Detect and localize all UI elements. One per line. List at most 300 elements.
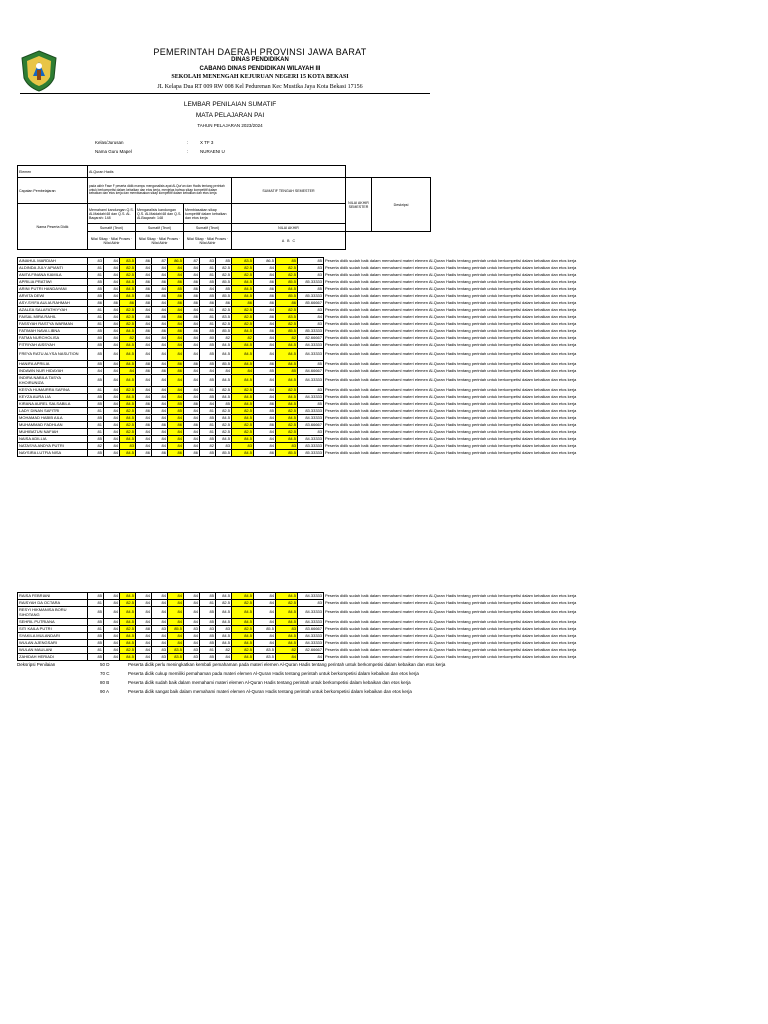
table-row: [18, 258, 654, 265]
table-row: [18, 415, 654, 422]
score-cell: 84: [104, 265, 120, 272]
score-cell: 84: [104, 335, 120, 342]
score-cell: 85: [298, 286, 324, 293]
score-cell: 86: [136, 408, 152, 415]
description-cell: Peserta didik sudah baik dalam memahami materi elemen Al-Quran Hadis tentang perintah untuk berkompetisi dalam kebaikan dan etos kerja: [325, 653, 577, 659]
score-cell: 86: [168, 300, 184, 307]
score-cell: 84.5: [232, 375, 254, 387]
score-cell: 81: [88, 272, 104, 279]
score-cell: 84: [136, 633, 152, 640]
score-cell: 86: [254, 450, 276, 457]
score-cell: 82: [200, 443, 216, 450]
score-cell: 84.5: [120, 450, 136, 457]
score-cell: 84: [254, 619, 276, 626]
score-cell: 85: [200, 415, 216, 422]
score-cell: 86: [152, 328, 168, 335]
score-cell: 86: [88, 300, 104, 307]
score-cell: 84: [136, 600, 152, 607]
score-cell: 84: [200, 401, 216, 408]
score-cell: 85: [276, 258, 298, 265]
description-cell: Peserta didik sudah baik dalam memahami materi elemen Al-Quran Hadis tentang perintah untuk berkompetisi dalam kebaikan dan etos kerja: [325, 351, 577, 357]
score-cell: 85: [298, 401, 324, 408]
score-cell: 84: [254, 593, 276, 600]
score-cell: 84.5: [216, 436, 232, 443]
score-cell: 84: [104, 258, 120, 265]
score-cell: 85: [200, 279, 216, 286]
score-cell: 81: [88, 626, 104, 633]
score-cell: 84: [136, 375, 152, 387]
score-cell: 81: [88, 429, 104, 436]
score-cell: 85: [88, 619, 104, 626]
score-cell: 82.5: [120, 314, 136, 321]
score-cell: 82.5: [232, 321, 254, 328]
doc-title: LEMBAR PENILAIAN SUMATIF: [183, 101, 277, 108]
description-cell: Peserta didik sudah baik dalam memahami materi elemen Al-Quran Hadis tentang perintah untuk berkompetisi dalam kebaikan dan etos kerja: [325, 299, 577, 305]
score-cell: 86: [254, 314, 276, 321]
score-cell: 83.5: [276, 314, 298, 321]
score-cell: 84.5: [232, 633, 254, 640]
score-cell: 81: [88, 321, 104, 328]
score-cell: 84.33333: [298, 593, 324, 600]
score-cell: 81: [200, 387, 216, 394]
description-cell: Peserta didik sudah baik dalam memahami materi elemen Al-Quran Hadis tentang perintah untuk berkompetisi dalam kebaikan dan etos kerja: [325, 292, 577, 298]
score-cell: 84.5: [276, 436, 298, 443]
score-cell: 82.5: [216, 408, 232, 415]
score-cell: 85: [88, 293, 104, 300]
score-cell: 84.5: [120, 401, 136, 408]
table-row: [18, 443, 654, 450]
score-cell: 86: [136, 258, 152, 265]
score-cell: 85.66667: [298, 300, 324, 307]
score-cell: 81: [200, 272, 216, 279]
score-cell: 84: [152, 633, 168, 640]
score-cell: 84: [254, 321, 276, 328]
score-cell: 84: [136, 321, 152, 328]
score-cell: 86: [152, 422, 168, 429]
score-cell: 86: [136, 279, 152, 286]
score-cell: 83: [184, 647, 200, 654]
score-cell: 84: [216, 654, 232, 661]
score-cell: 82.5: [276, 321, 298, 328]
description-cell: Peserta didik sudah baik dalam memahami materi elemen Al-Quran Hadis tentang perintah untuk berkompetisi dalam kebaikan dan etos kerja: [325, 393, 577, 399]
score-cell: 85: [254, 408, 276, 415]
score-cell: 85: [88, 279, 104, 286]
score-cell: 84: [104, 647, 120, 654]
score-cell: 83: [120, 443, 136, 450]
sts-header: SUMATIF TENGAH SEMESTER: [232, 178, 346, 204]
score-cell: 85: [200, 349, 216, 361]
score-cell: 87: [152, 258, 168, 265]
score-cell: 86: [276, 300, 298, 307]
score-cell: 84: [168, 321, 184, 328]
student-name: ANITA FINANA KAMILA: [18, 272, 88, 279]
score-cell: 86: [152, 293, 168, 300]
score-cell: 82.5: [276, 307, 298, 314]
score-cell: 84: [104, 401, 120, 408]
score-cell: 84: [184, 443, 200, 450]
score-cell: 84: [184, 307, 200, 314]
score-cell: 84.5: [120, 640, 136, 647]
legend-text-b: Peserta didik sudah baik dalam memahami materi elemen Al-Quran Hadis tentang perintah untuk berkompetisi dalam kebaikan dan etos kerja: [128, 680, 411, 685]
score-table-top: [17, 257, 654, 457]
np-2: Nilai Proses: [158, 236, 179, 241]
score-cell: 84: [136, 265, 152, 272]
score-cell: 84.33333: [298, 619, 324, 626]
table-row: [18, 394, 654, 401]
table-row: [18, 279, 654, 286]
score-cell: 86: [232, 300, 254, 307]
score-cell: 84: [152, 375, 168, 387]
student-name: WULAN MAULANI: [18, 647, 88, 654]
table-row: [18, 654, 654, 661]
tp1-text: Memahami kandungan Q.S. Al-Maidah/48 dan Q.S. Al-Baqarah: 148: [88, 204, 136, 224]
score-cell: 82: [216, 647, 232, 654]
score-cell: 83: [276, 443, 298, 450]
score-cell: 86: [120, 300, 136, 307]
score-cell: 86: [254, 286, 276, 293]
score-cell: 84.5: [276, 401, 298, 408]
description-cell: Peserta didik sudah baik dalam memahami materi elemen Al-Quran Hadis tentang perintah untuk berkompetisi dalam kebaikan dan etos kerja: [325, 285, 577, 291]
score-cell: 84: [104, 600, 120, 607]
score-cell: 84: [104, 307, 120, 314]
legend-code-d: 50 D: [100, 662, 110, 667]
na-3: Nilai Akhir: [199, 240, 216, 245]
score-cell: 83: [184, 626, 200, 633]
score-cell: 86.5: [254, 258, 276, 265]
score-cell: 86: [254, 328, 276, 335]
score-cell: 85: [88, 654, 104, 661]
score-cell: 84.5: [120, 619, 136, 626]
table-row: [18, 626, 654, 633]
score-cell: 86: [136, 314, 152, 321]
sumatif-3: Sumatif (Teori): [184, 224, 232, 232]
score-cell: 86: [168, 450, 184, 457]
score-cell: 84.5: [216, 633, 232, 640]
description-cell: Peserta didik sudah baik dalam memahami materi elemen Al-Quran Hadis tentang perintah untuk berkompetisi dalam kebaikan dan etos kerja: [325, 313, 577, 319]
student-name: AZALEA SALAFATHIYYAH: [18, 307, 88, 314]
score-cell: 86: [216, 300, 232, 307]
score-cell: 82.5: [216, 272, 232, 279]
score-cell: 84: [152, 265, 168, 272]
score-cell: 81: [200, 647, 216, 654]
score-cell: 81: [88, 408, 104, 415]
score-cell: 88: [136, 300, 152, 307]
score-cell: 84: [254, 342, 276, 349]
score-cell: 84: [298, 314, 324, 321]
table-row: [18, 328, 654, 335]
score-cell: 84: [168, 375, 184, 387]
score-cell: 83: [88, 258, 104, 265]
score-cell: 84: [200, 368, 216, 375]
score-cell: 83: [298, 321, 324, 328]
score-cell: 84: [152, 361, 168, 368]
score-cell: 84: [168, 619, 184, 626]
student-name: MUHIBATUN NAFIAH: [18, 429, 88, 436]
score-cell: 85: [298, 258, 324, 265]
score-cell: 84: [104, 607, 120, 619]
score-table-bottom: [17, 592, 654, 661]
student-name: FAISAL MIRA RAHIL: [18, 314, 88, 321]
score-cell: 84.5: [276, 607, 298, 619]
score-cell: 84.5: [276, 394, 298, 401]
description-cell: Peserta didik sudah baik dalam memahami materi elemen Al-Quran Hadis tentang perintah untuk berkompetisi dalam kebaikan dan etos kerja: [325, 592, 577, 598]
score-cell: 84.5: [216, 349, 232, 361]
cp-label: Capaian Pembelajaran: [18, 178, 88, 204]
table-row: [18, 640, 654, 647]
score-cell: 84.5: [120, 593, 136, 600]
description-cell: Peserta didik sudah baik dalam memahami materi elemen Al-Quran Hadis tentang perintah untuk berkompetisi dalam kebaikan dan etos kerja: [325, 428, 577, 434]
class-colon: :: [187, 140, 189, 145]
score-cell: 83: [152, 654, 168, 661]
table-row: [18, 647, 654, 654]
score-cell: 82.5: [232, 265, 254, 272]
score-cell: 84: [184, 321, 200, 328]
score-cell: 88: [136, 626, 152, 633]
score-cell: 83: [232, 443, 254, 450]
score-cell: 84: [276, 654, 298, 661]
score-cell: 85: [200, 375, 216, 387]
description-cell: Peserta didik sudah baik dalam memahami materi elemen Al-Quran Hadis tentang perintah untuk berkompetisi dalam kebaikan dan etos kerja: [325, 632, 577, 638]
score-cell: 84: [254, 607, 276, 619]
score-cell: 84: [184, 349, 200, 361]
score-cell: 84: [88, 368, 104, 375]
score-cell: 86: [254, 361, 276, 368]
score-cell: 84.5: [120, 415, 136, 422]
score-cell: 85: [200, 593, 216, 600]
cp-text: pada akhir Fase F peserta didik mampu menganalisis ayat Al-Qur'an dan Hadis tentang perintah untuk berkompetisi dalam kebaikan dan etos kerja, menjelas bahwa sikap kompetitif dalam kebaikan dan etos kerja dan membiasakan sikap kompetitif dalam kebaikan dan etos kerja: [88, 178, 232, 204]
student-name: ALDINDA JULY APIANTI: [18, 265, 88, 272]
score-cell: 84.5: [276, 349, 298, 361]
score-cell: 84: [254, 307, 276, 314]
score-cell: 85.5: [276, 293, 298, 300]
score-cell: 82.5: [216, 422, 232, 429]
score-cell: 84: [168, 349, 184, 361]
west-java-emblem-icon: [20, 50, 58, 92]
description-cell: Peserta didik sudah baik dalam memahami materi elemen Al-Quran Hadis tentang perintah untuk berkompetisi dalam kebaikan dan etos kerja: [325, 320, 577, 326]
score-cell: 84: [254, 443, 276, 450]
table-row: [18, 429, 654, 436]
score-cell: 82.5: [232, 422, 254, 429]
score-cell: 84: [152, 300, 168, 307]
score-cell: 82: [216, 335, 232, 342]
score-cell: 83.5: [168, 654, 184, 661]
description-cell: Peserta didik sudah baik dalam memahami materi elemen Al-Quran Hadis tentang perintah untuk berkompetisi dalam kebaikan dan etos kerja: [325, 400, 577, 406]
score-cell: 84: [152, 401, 168, 408]
score-cell: 84.5: [232, 286, 254, 293]
nas-header: NILAI AKHIR SEMESTER: [346, 178, 372, 232]
score-cell: 85: [276, 368, 298, 375]
score-cell: 84.5: [120, 436, 136, 443]
score-cell: 83: [298, 307, 324, 314]
score-cell: 82.5: [120, 408, 136, 415]
description-cell: Peserta didik sudah baik dalam memahami materi elemen Al-Quran Hadis tentang perintah untuk berkompetisi dalam kebaikan dan etos kerja: [325, 639, 577, 645]
score-cell: 84: [104, 422, 120, 429]
score-cell: 81: [88, 314, 104, 321]
score-cell: 81: [200, 422, 216, 429]
score-cell: 85: [200, 342, 216, 349]
description-cell: Peserta didik sudah baik dalam memahami materi elemen Al-Quran Hadis tentang perintah untuk berkompetisi dalam kebaikan dan etos kerja: [325, 341, 577, 347]
score-cell: 84: [184, 387, 200, 394]
gov-title: PEMERINTAH DAERAH PROVINSI JAWA BARAT: [153, 47, 367, 57]
score-cell: 84: [104, 640, 120, 647]
score-cell: 84: [136, 429, 152, 436]
score-cell: 84: [152, 607, 168, 619]
score-cell: 84: [168, 436, 184, 443]
score-cell: 84: [254, 394, 276, 401]
score-cell: 86: [184, 328, 200, 335]
score-cell: 84: [184, 600, 200, 607]
score-cell: 84: [104, 349, 120, 361]
score-cell: 84: [184, 408, 200, 415]
score-cell: 84.5: [120, 633, 136, 640]
score-cell: 84.5: [232, 450, 254, 457]
score-cell: 83: [152, 626, 168, 633]
score-cell: 85.5: [216, 328, 232, 335]
score-cell: 86: [184, 422, 200, 429]
score-cell: 84.66667: [298, 368, 324, 375]
score-cell: 82.5: [276, 429, 298, 436]
score-cell: 84: [104, 387, 120, 394]
score-cell: 82.5: [232, 600, 254, 607]
score-cell: 83.5: [168, 647, 184, 654]
score-cell: 82.5: [120, 272, 136, 279]
score-cell: 84: [254, 415, 276, 422]
score-cell: 82.5: [276, 422, 298, 429]
score-cell: 82.5: [120, 626, 136, 633]
assessment-table-header: Elemen Al-Quran Hadis Capaian Pembelajaran pada akhir Fase F peserta didik mampu menganalisis ayat Al-Qur'an dan Hadis tentang perintah untuk berkompetisi dalam kebaikan dan etos kerja, menjelas bahwa sikap kompetitif dalam kebaikan dan etos kerja dan membiasakan sikap kompetitif dalam kebaikan dan etos kerja SUMATIF TENGAH SEMESTER NILAI AKHIR SEMESTER Deskripsi Nama Peserta Didik Memahami kandungan Q.S. Al-Maidah/48 dan Q.S. Al-Baqarah: 148 Mengaralisis kandungan Q.S. Al-Maidah/48 dan Q.S. Al-Baqarah: 148 Membiasakan sikap kompetitif dalam kebaikan dan etos kerja Sumatif (Teori) Sumatif (Teori) Sumatif (Teori) NILAI AKHIR Nilai Sikap · Nilai Proses · Nilai Akhir Nilai Sikap · Nilai Proses · Nilai Akhir Nilai Sikap · Nilai Proses · Nilai Akhir A B C: [17, 165, 431, 250]
score-cell: 82: [276, 335, 298, 342]
score-cell: 83.66667: [298, 626, 324, 633]
score-cell: 81: [88, 265, 104, 272]
score-cell: 84: [104, 314, 120, 321]
score-cell: 84: [136, 436, 152, 443]
score-cell: 84: [254, 265, 276, 272]
score-cell: 85: [168, 286, 184, 293]
score-cell: 84: [136, 654, 152, 661]
student-name: FATMA NURCHOLISA: [18, 335, 88, 342]
score-cell: 83: [298, 600, 324, 607]
score-cell: 84: [152, 307, 168, 314]
col-c: C: [292, 238, 296, 243]
score-cell: 84.5: [216, 619, 232, 626]
description-cell: Peserta didik sudah baik dalam memahami materi elemen Al-Quran Hadis tentang perintah untuk berkompetisi dalam kebaikan dan etos kerja: [325, 646, 577, 652]
score-cell: 84.33333: [298, 633, 324, 640]
score-cell: 85: [200, 633, 216, 640]
score-cell: 84.5: [120, 375, 136, 387]
score-cell: 81: [200, 600, 216, 607]
score-cell: 83: [200, 258, 216, 265]
score-cell: 82.5: [216, 600, 232, 607]
score-cell: 84: [152, 593, 168, 600]
score-cell: 82.5: [216, 307, 232, 314]
score-cell: 84.5: [232, 394, 254, 401]
score-cell: 84: [168, 265, 184, 272]
score-cell: 86: [168, 328, 184, 335]
score-cell: 84.33333: [298, 394, 324, 401]
student-name: ASY-SYIFA AULIA RAHMAH: [18, 300, 88, 307]
score-cell: 83.33333: [298, 408, 324, 415]
score-cell: 85: [168, 401, 184, 408]
score-cell: 82.5: [232, 272, 254, 279]
score-cell: 85: [200, 361, 216, 368]
tp3-text: Membiasakan sikap kompetitif dalam kebaikan dan etos kerja: [184, 204, 232, 224]
student-name: KIRANA AUREL SALSABILA: [18, 401, 88, 408]
student-name: FATIMAH NAVA LIBNA: [18, 328, 88, 335]
table-row: [18, 368, 654, 375]
student-name: NATASYA ANDYA PUTRI: [18, 443, 88, 450]
score-cell: 84: [184, 342, 200, 349]
score-cell: 84.5: [232, 401, 254, 408]
score-cell: 84: [168, 335, 184, 342]
score-cell: 84: [104, 361, 120, 368]
legend-code-b: 80 B: [100, 680, 110, 685]
score-cell: 83: [216, 443, 232, 450]
score-cell: 84.5: [276, 342, 298, 349]
student-name: INDIRA NABILA TASYA KHOIRUNIZA: [18, 375, 88, 387]
table-row: [18, 321, 654, 328]
score-cell: 85: [200, 607, 216, 619]
score-cell: 82.5: [120, 307, 136, 314]
student-name: MOHAMAD HABIB AILA: [18, 415, 88, 422]
score-cell: 84: [104, 342, 120, 349]
score-cell: 82.5: [232, 314, 254, 321]
score-cell: 84: [104, 321, 120, 328]
score-cell: 84.5: [276, 619, 298, 626]
score-cell: 84.5: [232, 607, 254, 619]
score-cell: 81: [200, 408, 216, 415]
doc-year: TAHUN PELAJARAN 2023/2024: [197, 123, 263, 128]
score-cell: 81: [88, 307, 104, 314]
score-cell: 81: [200, 307, 216, 314]
score-cell: 85: [254, 368, 276, 375]
score-cell: 84.5: [120, 654, 136, 661]
score-cell: 86: [184, 293, 200, 300]
score-cell: 84.5: [216, 415, 232, 422]
score-cell: 83: [200, 626, 216, 633]
score-cell: 85: [88, 607, 104, 619]
score-cell: 82.5: [120, 600, 136, 607]
score-cell: 84: [152, 600, 168, 607]
score-cell: 86: [152, 279, 168, 286]
score-cell: 86: [136, 286, 152, 293]
score-cell: 85: [88, 286, 104, 293]
score-cell: 84: [184, 633, 200, 640]
description-cell: Peserta didik sudah baik dalam memahami materi elemen Al-Quran Hadis tentang perintah untuk berkompetisi dalam kebaikan dan etos kerja: [325, 449, 577, 455]
table-row: [18, 361, 654, 368]
score-cell: 86.5: [168, 258, 184, 265]
score-cell: 82: [120, 335, 136, 342]
score-cell: 84: [136, 619, 152, 626]
score-cell: 84: [254, 640, 276, 647]
score-cell: 84: [136, 415, 152, 422]
score-cell: 84: [152, 443, 168, 450]
score-cell: 82.5: [276, 265, 298, 272]
score-cell: 81: [88, 647, 104, 654]
score-cell: 84.5: [232, 361, 254, 368]
table-row: [18, 387, 654, 394]
ns-1: Nilai Sikap: [90, 236, 108, 241]
score-cell: 86: [136, 422, 152, 429]
student-name: HANIFA APRILIA: [18, 361, 88, 368]
score-cell: 84: [168, 633, 184, 640]
score-cell: 84.5: [216, 375, 232, 387]
score-cell: 86: [152, 368, 168, 375]
score-cell: 84: [184, 375, 200, 387]
score-cell: 85: [88, 450, 104, 457]
score-cell: 84.5: [216, 394, 232, 401]
score-cell: 85: [200, 450, 216, 457]
score-cell: 86: [168, 293, 184, 300]
